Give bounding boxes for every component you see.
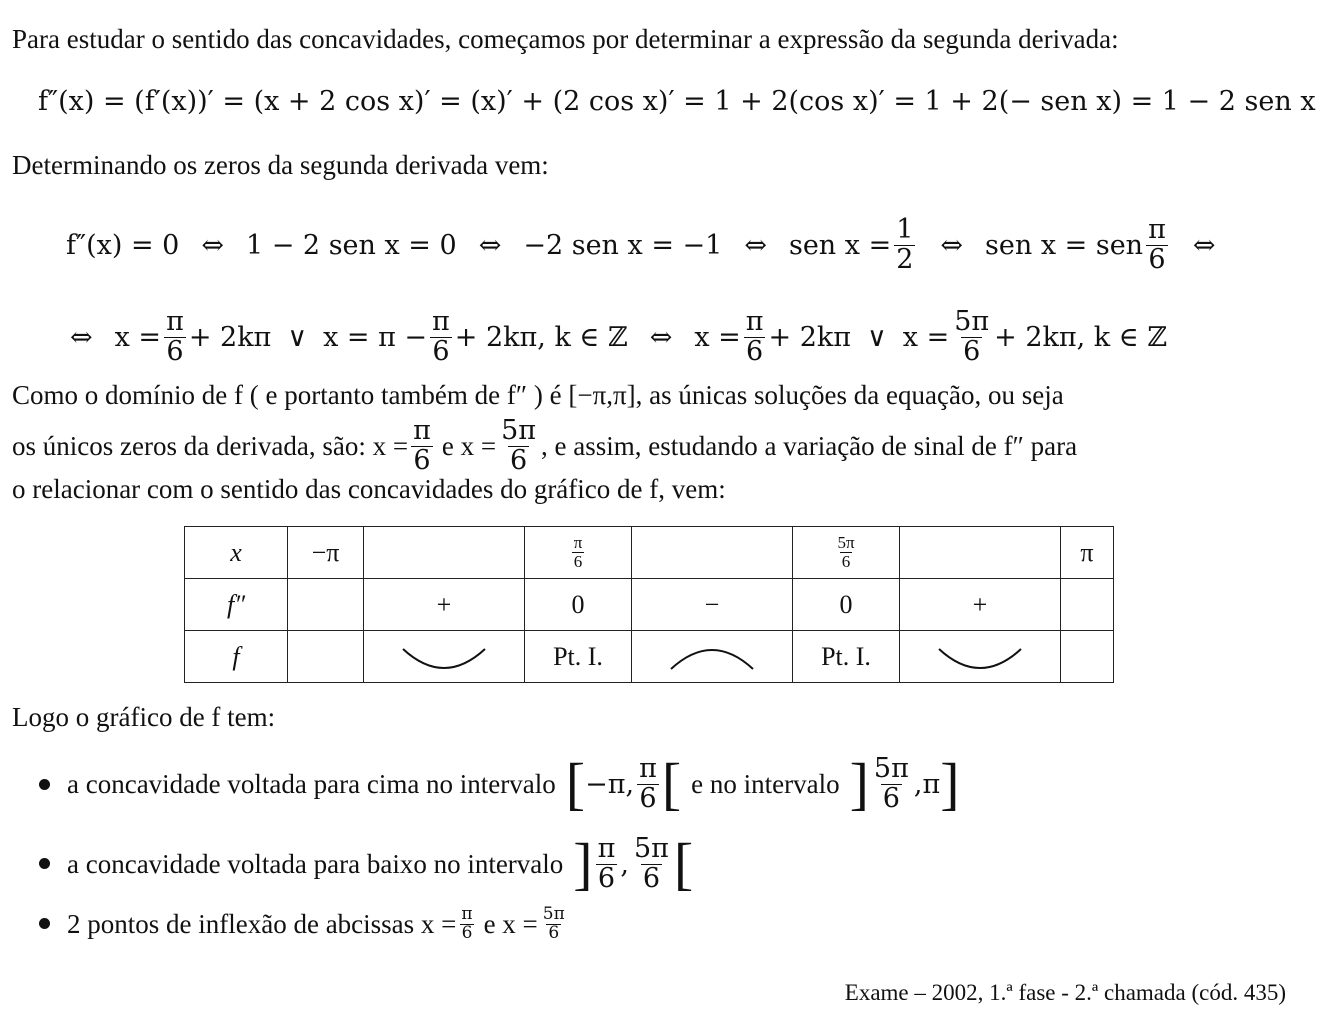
plus-2kpi: + 2kπ [994,321,1077,353]
fraction-pi-six: $\frac{\pi}{6}$ [432,306,450,367]
k-in-z: , k ∈ ℤ [1076,321,1168,353]
cell-empty [1061,579,1114,631]
interval-end: ,π [913,768,941,800]
fraction-five-pi-six: $\frac{5\pi}{6}$ [542,903,565,943]
bullet-icon [39,779,50,790]
cell-five-pi-six: $\frac{5\pi}{6}$ [793,527,900,579]
cell-sign-plus: + [364,579,525,631]
x-equals: x = [694,321,741,353]
cell-empty [288,579,364,631]
or-symbol: ∨ [287,321,308,353]
fraction-five-pi-six: $\frac{5\pi}{6}$ [954,306,990,367]
bullet-3-text: 2 pontos de inflexão de abcissas x = [67,908,457,939]
cell-concave-up [364,631,525,683]
concave-up-icon [399,643,489,673]
iff-symbol: ⇔ [649,321,673,353]
cell-inflection: Pt. I. [793,631,900,683]
fraction-pi-six: $\frac{\pi}{6}$ [597,833,616,894]
table-row-x [185,527,1114,579]
fraction-five-pi-six: $\frac{5\pi}{6}$ [501,415,537,476]
plus-2kpi: + 2kπ [768,321,851,353]
cell-zero: 0 [525,579,632,631]
fraction-pi-six: $\frac{\pi}{6}$ [745,306,764,367]
exam-source: Exame – 2002, 1.ª fase - 2.ª chamada (cód. 435) [844,980,1286,1005]
plus-2kpi: + 2kπ [454,321,538,353]
cell-concave-down [632,631,793,683]
eq2-a: f″(x) = 0 [66,229,180,261]
eq2-b: 1 − 2 sen x = 0 [245,229,457,261]
domain-text-line-3: o relacionar com o sentido das concavidades do gráfico de f, vem: [12,474,726,504]
second-derivative-equation: f″(x) = (f′(x))′ = (x + 2 cos x)′ = (x)′ + (2 cos x)′ = 1 + 2(cos x)′ = 1 + 2(− sen x) = 1 − 2 sen x [38,86,1316,117]
zeros-equation-line-2 [70,302,1167,372]
cell-concave-up [900,631,1061,683]
iff-symbol: ⇔ [70,321,93,353]
interval-start: −π, [585,768,635,800]
bullet-1-text: a concavidade voltada para cima no intervalo [67,768,556,799]
fraction-five-pi-six: $\frac{5\pi}{6}$ [873,753,909,814]
concave-down-icon [667,643,757,673]
cell-empty [632,527,793,579]
cell-minus-pi: −π [288,527,364,579]
iff-symbol: ⇔ [1192,229,1216,261]
row-label-f: f [185,631,288,683]
iff-symbol: ⇔ [478,229,502,261]
or-symbol: ∨ [867,321,887,353]
x-equals: x = [902,321,950,353]
eq2-e: sen x = sen [985,229,1144,261]
fraction-pi-six: $\frac{\pi}{6}$ [639,753,657,814]
fraction-five-pi-six: $\frac{5\pi}{6}$ [633,833,669,894]
k-in-z: , k ∈ ℤ [537,321,628,353]
bullet-icon [39,918,50,929]
domain-text-line-1: Como o domínio de f ( e portanto também de f″ ) é [−π,π], as únicas soluções da equação, ou seja [12,380,1064,410]
table-row-f [185,631,1114,683]
cell-zero: 0 [793,579,900,631]
fraction-pi-six: $\frac{\pi}{6}$ [413,415,431,476]
cell-empty [364,527,525,579]
iff-symbol: ⇔ [201,229,224,261]
bullet-3-text-2: e x = [483,908,538,939]
x-equals-pi-minus: x = π − [323,321,428,353]
concave-up-icon [935,643,1025,673]
fraction-pi-six: $\frac{\pi}{6}$ [1148,214,1166,275]
zeros-intro-text: Determinando os zeros da segunda derivada vem: [12,150,549,180]
bracket-close: ] [849,751,869,816]
domain-l2b: e x = [441,430,497,461]
cell-inflection: Pt. I. [525,631,632,683]
cell-sign-minus: − [632,579,793,631]
cell-empty [900,527,1061,579]
comma: , [620,848,629,880]
bullet-1-text-2: e no intervalo [691,768,840,799]
cell-empty [288,631,364,683]
plus-2kpi: + 2kπ [188,321,272,353]
bullet-icon [39,858,50,869]
cell-sign-plus: + [900,579,1061,631]
row-label-f-double-prime: f″ [185,579,288,631]
x-equals: x = [114,321,162,353]
zeros-equation-line-1 [66,210,1237,280]
sign-variation-table [184,526,1114,683]
iff-symbol: ⇔ [940,229,964,261]
bracket-close: ] [940,751,960,816]
intro-text: Para estudar o sentido das concavidades, começamos por determinar a expressão da segunda derivada: [12,24,1119,54]
bullet-concave-up [67,748,960,820]
bullet-inflection-points [67,900,570,948]
iff-symbol: ⇔ [744,229,767,261]
cell-pi: π [1061,527,1114,579]
bracket-open: [ [565,751,586,816]
fraction-pi-six: $\frac{\pi}{6}$ [166,306,184,367]
bullet-concave-down [67,828,693,900]
bracket-open: [ [661,751,682,816]
cell-pi-six: $\frac{\pi}{6}$ [525,527,632,579]
domain-l2c: , e assim, estudando a variação de sinal de f″ para [541,430,1078,461]
bracket-close: ] [573,831,593,896]
conclusion-intro: Logo o gráfico de f tem: [12,702,276,732]
table-row-f-double-prime [185,579,1114,631]
bullet-2-text: a concavidade voltada para baixo no intervalo [67,848,564,879]
domain-l2a: os únicos zeros da derivada, são: x = [12,430,409,461]
fraction-one-half: $\frac{1}{2}$ [896,214,914,275]
eq2-d: sen x = [788,229,892,261]
cell-empty [1061,631,1114,683]
bracket-open: [ [673,831,694,896]
eq2-c: −2 sen x = −1 [523,229,723,261]
fraction-pi-six: $\frac{\pi}{6}$ [461,903,473,943]
row-label-x: x [185,527,288,579]
domain-text-line-2 [12,414,1077,478]
